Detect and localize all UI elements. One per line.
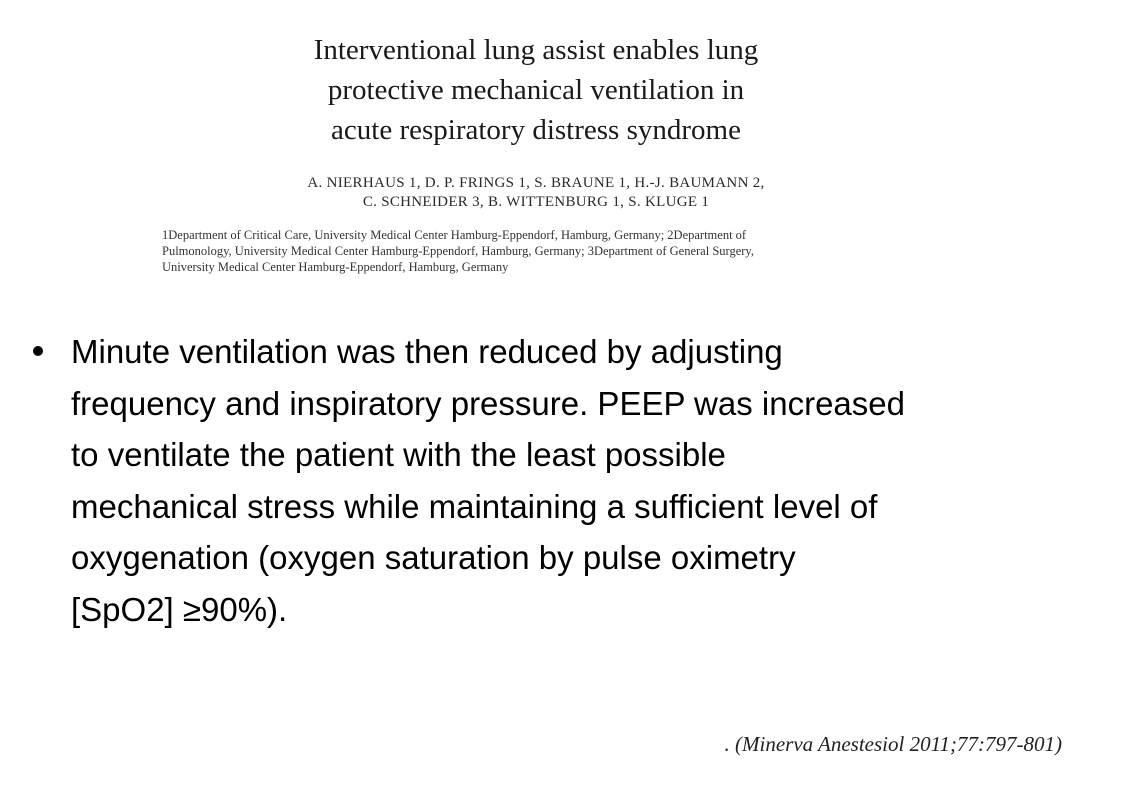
bullet-list — [33, 326, 1093, 636]
bullet-line: to ventilate the patient with the least possible — [71, 436, 726, 474]
affiliation-line: University Medical Center Hamburg-Eppendorf, Hamburg, Germany — [162, 260, 509, 274]
bullet-line: mechanical stress while maintaining a sufficient level of — [71, 487, 878, 525]
paper-title-line: acute respiratory distress syndrome — [331, 114, 741, 146]
paper-affiliations — [162, 227, 902, 275]
bullet-line: Minute ventilation was then reduced by adjusting — [71, 333, 783, 370]
bullet-line: oxygenation (oxygen saturation by pulse oximetry — [71, 539, 796, 577]
paper-title — [200, 30, 872, 150]
bullet-line: [SpO2] ≥90%). — [71, 590, 288, 628]
paper-authors — [160, 174, 912, 212]
author-line: A. NIERHAUS 1, D. P. FRINGS 1, S. BRAUNE 1, H.-J. BAUMANN 2, — [307, 175, 765, 191]
paper-title-line: Interventional lung assist enables lung — [313, 34, 759, 66]
paper-title-line: protective mechanical ventilation in — [327, 74, 745, 106]
citation: . (Minerva Anestesiol 2011;77:797-801) — [724, 732, 1062, 756]
bullet-item — [33, 326, 1093, 636]
bullet-dot-icon — [33, 346, 43, 356]
bullet-text — [71, 326, 1093, 636]
bullet-line: frequency and inspiratory pressure. PEEP was increased — [71, 384, 905, 422]
author-line: C. SCHNEIDER 3, B. WITTENBURG 1, S. KLUGE 1 — [362, 194, 710, 210]
affiliation-line: Pulmonology, University Medical Center Hamburg-Eppendorf, Hamburg, Germany; 3Department of General Surgery, — [162, 244, 754, 258]
affiliation-line: 1Department of Critical Care, University Medical Center Hamburg-Eppendorf, Hamburg, Germany; 2Department of — [162, 228, 747, 242]
